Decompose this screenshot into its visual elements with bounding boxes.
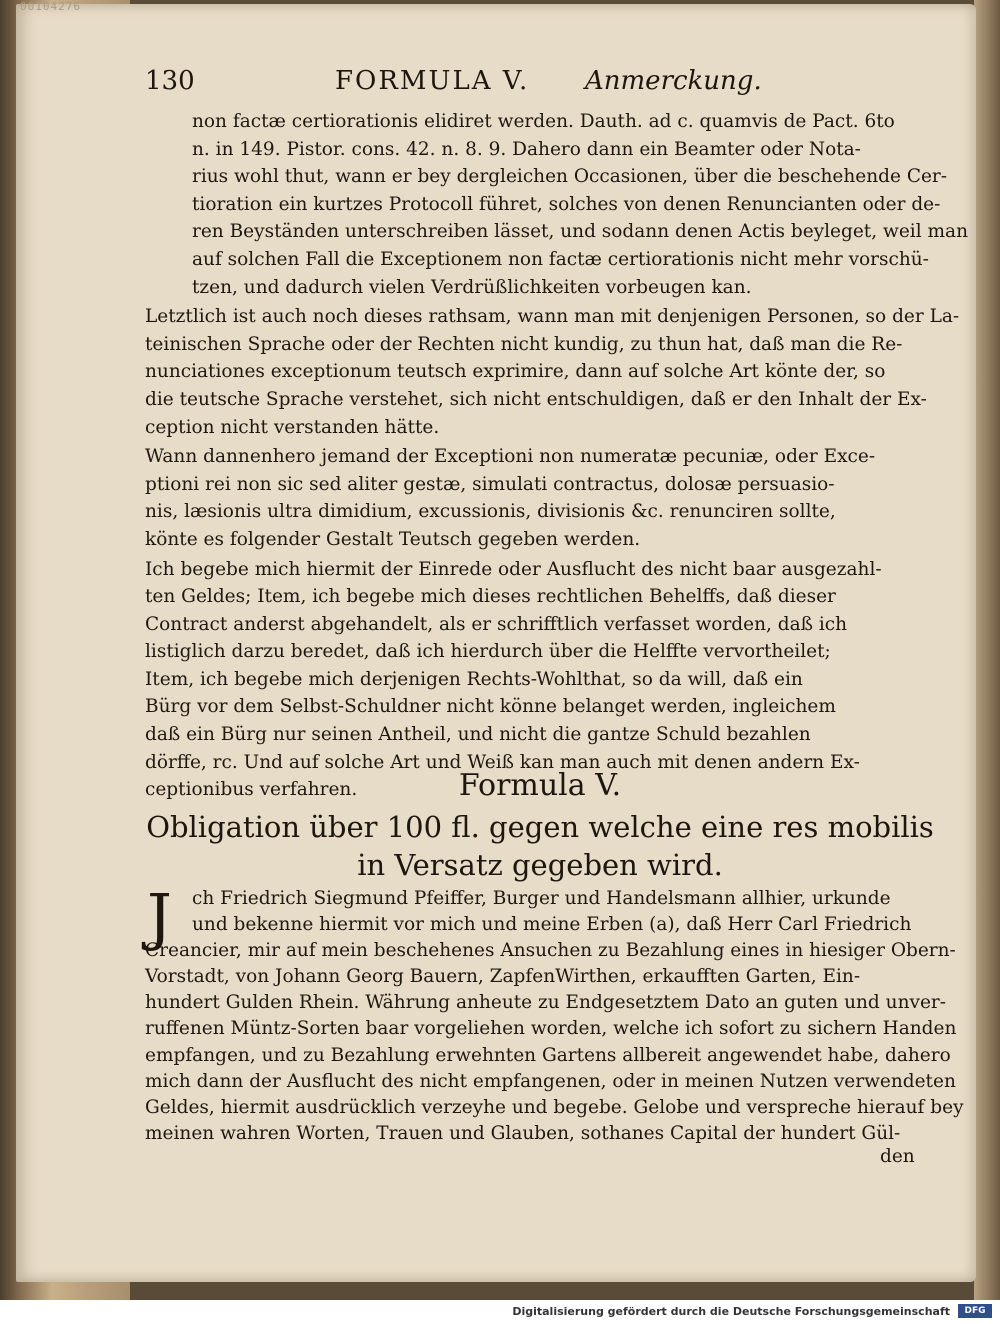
paragraph-letztlich (145, 303, 960, 441)
paragraph-ich-begebe (145, 556, 935, 804)
drop-cap: J (147, 880, 172, 953)
text-line: ten Geldes; Item, ich begebe mich dieses rechtlichen Behelffs, daß dieser (145, 586, 836, 608)
text-line: könte es folgender Gestalt Teutsch gegeben werden. (145, 528, 641, 550)
catchword: den (880, 1146, 915, 1167)
text-line: non factæ certiorationis elidiret werden. Dauth. ad c. quamvis de Pact. 6to (192, 111, 895, 132)
text-line: und bekenne hiermit vor mich und meine Erben (a), daß Herr Carl Friedrich (192, 914, 912, 936)
text-line: Creancier, mir auf mein beschehenes Ansuchen zu Bezahlung eines in hiesiger Obern- (145, 940, 956, 962)
text-line: nunciationes exceptionum teutsch exprimire, dann auf solche Art könte der, so (145, 361, 886, 383)
body-text (145, 108, 968, 804)
formula-heading: Formula V. (458, 768, 622, 803)
paragraph-continuation (145, 108, 968, 301)
dfg-logo-icon: DFG (958, 1304, 992, 1318)
text-line: ptioni rei non sic sed aliter gestæ, simulati contractus, dolosæ persuasio- (145, 473, 835, 495)
formula-subheading (145, 808, 935, 884)
subheading-line: Obligation über 100 fl. gegen welche eine res mobilis (146, 810, 934, 844)
running-head-title: FORMULA V. (335, 66, 530, 96)
page-right-edge (974, 0, 1000, 1300)
obligation-text (145, 880, 964, 1147)
text-line: die teutsche Sprache verstehet, sich nicht entschuldigen, daß er den Inhalt der Ex- (145, 388, 927, 410)
text-line: ren Beyständen unterschreiben lässet, und sodann denen Actis beyleget, weil man (192, 221, 968, 243)
text-line: meinen wahren Worten, Trauen und Glauben, sothanes Capital der hundert Gül- (145, 1122, 901, 1144)
footer-credit: Digitalisierung gefördert durch die Deutsche Forschungsgemeinschaft (512, 1305, 950, 1318)
text-line: Contract anderst abgehandelt, als er schrifftlich verfasset worden, daß ich (145, 613, 848, 635)
text-line: Bürg vor dem Selbst-Schuldner nicht könne belanget werden, ingleichem (145, 696, 836, 718)
text-line: daß ein Bürg nur seinen Antheil, und nicht die gantze Schuld bezahlen (145, 724, 811, 746)
running-head-note: Anmerckung. (585, 66, 762, 96)
text-line: hundert Gulden Rhein. Währung anheute zu Endgesetztem Dato an guten und unver- (145, 992, 946, 1014)
footer-bar (0, 1300, 1000, 1324)
text-line: ch Friedrich Siegmund Pfeiffer, Burger und Handelsmann allhier, urkunde (192, 888, 891, 909)
text-line: tzen, und dadurch vielen Verdrüßlichkeiten vorbeugen kan. (192, 276, 752, 298)
text-line: nis, læsionis ultra dimidium, excussionis, divisionis &c. renunciren sollte, (145, 501, 836, 523)
text-line: n. in 149. Pistor. cons. 42. n. 8. 9. Dahero dann ein Beamter oder Nota- (192, 138, 861, 160)
paragraph-wann (145, 443, 935, 553)
text-line: dörffe, rc. Und auf solche Art und Weiß kan man auch mit denen andern Ex- (145, 751, 860, 773)
text-line: tioration ein kurtzes Protocoll führet, solches von denen Renuncianten oder de- (192, 193, 941, 215)
text-line: Item, ich begebe mich derjenigen Rechts-Wohlthat, so da will, daß ein (145, 668, 803, 690)
text-line: rius wohl thut, wann er bey dergleichen Occasionen, über die beschehende Cer- (192, 166, 948, 188)
text-line: ruffenen Müntz-Sorten baar vorgeliehen worden, welche ich sofort zu sichern Handen (145, 1018, 957, 1040)
text-line: auf solchen Fall die Exceptionem non factæ certiorationis nicht mehr vorschü- (192, 248, 929, 270)
text-line: Ich begebe mich hiermit der Einrede oder Ausflucht des nicht baar ausgezahl- (145, 558, 882, 580)
running-head (145, 62, 935, 102)
manuscript-id: 00104276 (20, 0, 81, 13)
folio-number: 130 (145, 66, 195, 96)
text-line: ceptionibus verfahren. (145, 779, 358, 801)
text-line: mich dann der Ausflucht des nicht empfangenen, oder in meinen Nutzen verwendeten (145, 1070, 956, 1092)
text-line: listiglich darzu beredet, daß ich hierdurch über die Helffte vervortheilet; (145, 641, 831, 663)
text-line: Vorstadt, von Johann Georg Bauern, ZapfenWirthen, erkaufften Garten, Ein- (145, 966, 861, 988)
text-line: Wann dannenhero jemand der Exceptioni non numeratæ pecuniæ, oder Exce- (145, 446, 876, 468)
text-line: teinischen Sprache oder der Rechten nicht kundig, zu thun hat, daß man die Re- (145, 333, 903, 355)
text-line: Geldes, hiermit ausdrücklich verzeyhe und begebe. Gelobe und verspreche hierauf bey (145, 1096, 964, 1118)
text-line: empfangen, und zu Bezahlung erwehnten Gartens allbereit angewendet habe, dahero (145, 1044, 951, 1066)
text-line: Letztlich ist auch noch dieses rathsam, wann man mit denjenigen Personen, so der La- (145, 306, 960, 328)
subheading-line: in Versatz gegeben wird. (357, 848, 723, 882)
text-line: ception nicht verstanden hätte. (145, 416, 440, 438)
